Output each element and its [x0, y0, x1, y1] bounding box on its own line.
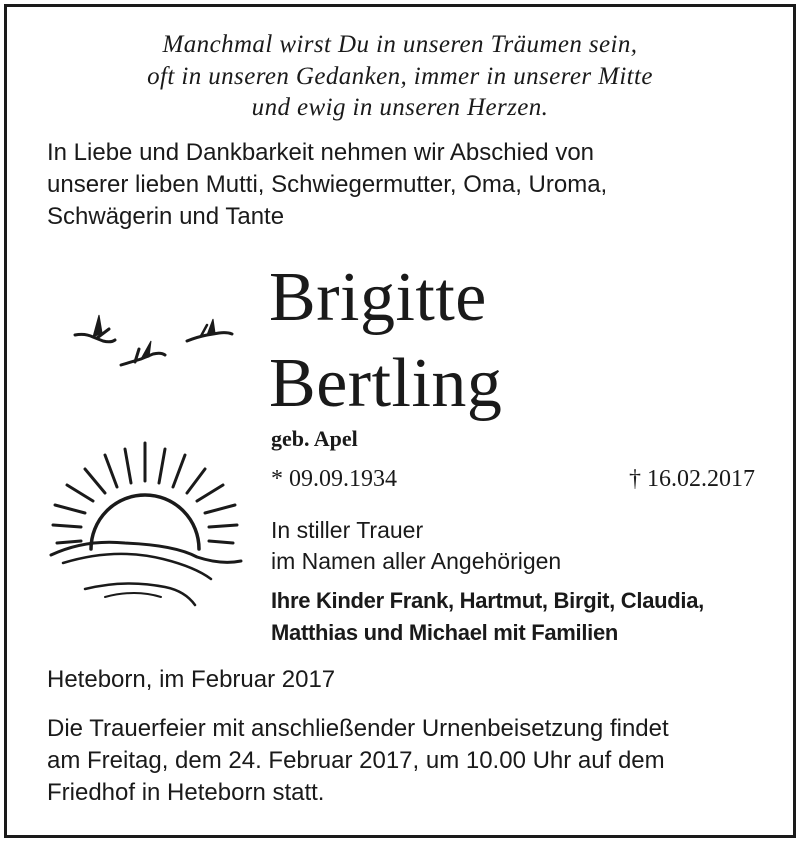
sunset-icon: [45, 439, 245, 609]
family-names: [271, 585, 704, 649]
deceased-name: [269, 255, 502, 427]
last-name: Bertling: [269, 345, 503, 422]
family-line: Ihre Kinder Frank, Hartmut, Birgit, Claudia,: [271, 588, 704, 613]
mourning-text: [271, 515, 561, 577]
birth-date: * 09.09.1934: [271, 466, 397, 492]
birds-icon: [69, 307, 239, 375]
place-date: Heteborn, im Februar 2017: [47, 666, 336, 693]
obituary-frame: [4, 4, 796, 838]
maiden-name: geb. Apel: [271, 426, 358, 451]
death-date: † 16.02.2017: [629, 466, 755, 492]
funeral-notice: [47, 713, 767, 809]
intro-line: Schwägerin und Tante: [47, 203, 285, 230]
mourning-line: In stiller Trauer: [271, 517, 424, 543]
poem-line: oft in unseren Gedanken, immer in unserer Mitte: [147, 62, 653, 90]
intro-line: In Liebe und Dankbarkeit nehmen wir Abschied von: [47, 139, 595, 166]
intro-text: [47, 137, 767, 233]
poem-line: Manchmal wirst Du in unseren Träumen sein,: [162, 31, 638, 58]
intro-line: unserer lieben Mutti, Schwiegermutter, Oma, Uroma,: [47, 171, 608, 198]
mourning-line: im Namen aller Angehörigen: [271, 548, 562, 574]
funeral-line: Die Trauerfeier mit anschließender Urnenbeisetzung findet: [47, 715, 669, 742]
funeral-line: am Freitag, dem 24. Februar 2017, um 10.00 Uhr auf dem: [47, 747, 665, 774]
funeral-line: Friedhof in Heteborn statt.: [47, 779, 325, 806]
family-line: Matthias und Michael mit Familien: [271, 620, 619, 645]
poem: [7, 29, 793, 124]
poem-line: und ewig in unseren Herzen.: [251, 94, 549, 121]
first-name: Brigitte: [269, 259, 487, 336]
